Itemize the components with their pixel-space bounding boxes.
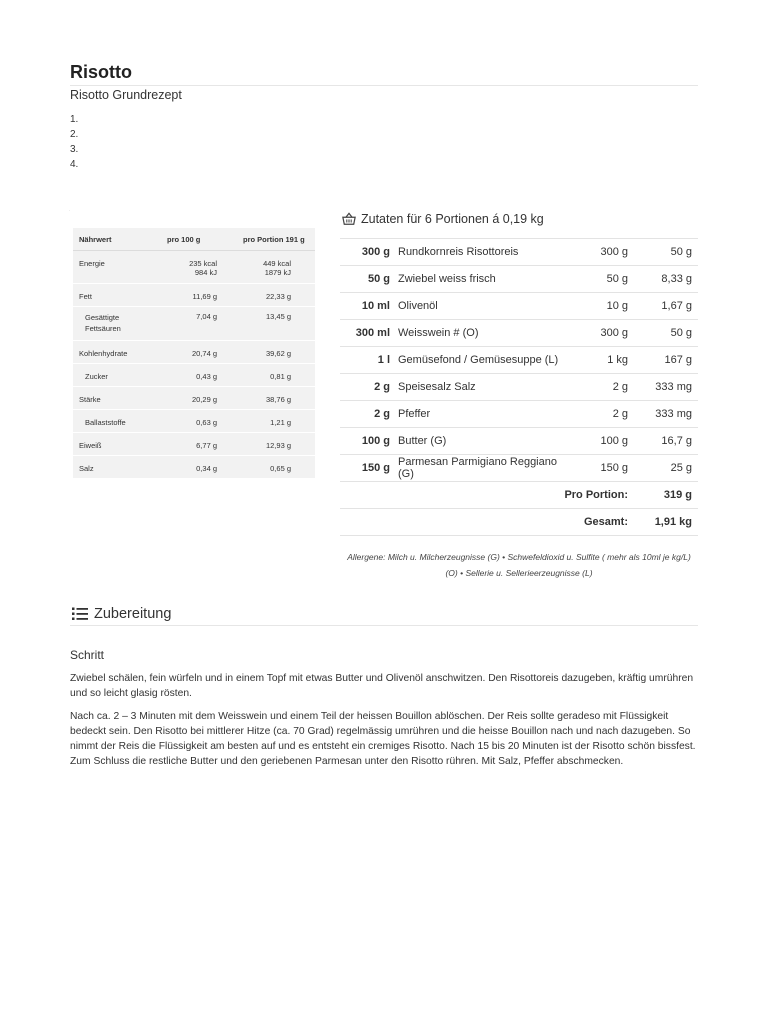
list-item: 3. [70,144,79,155]
nutrient-value: 22,33 g [265,292,291,301]
ingredient-amount: 2 g [340,401,398,428]
ingredient-per-portion: 50 g [644,239,698,266]
nutrient-value: 38,76 g [265,395,291,404]
nutrient-per-100g [161,433,237,456]
nutrient-value: 6,77 g [196,441,217,450]
nutrient-per-portion [237,284,315,307]
ingredient-weight: 1 kg [574,347,644,374]
step-paragraph: Nach ca. 2 – 3 Minuten mit dem Weisswein und einem Teil der heissen Bouillon ablöschen. Der Reis sollte geradeso mit Flüssigkeit bedeckt sein. Den Risotto bei mittlerer Hitze (ca. 70 Grad) regelmässig umrühren und die heisse Bouillon nach und nach dazugeben. So nimmt der Reis die Flüssigkeit am besten auf und es entsteht ein cremiges Risotto. Nach 15 bis 20 Minuten ist der Risotto schön bissfest. Zum Schluss die restliche Butter und den geriebenen Parmesan unter den Risotto rühren. Mit Salz, Pfeffer abschmecken. [70,711,696,767]
ingredient-per-portion: 8,33 g [644,266,698,293]
ingredient-per-portion: 25 g [644,455,698,482]
ingredient-weight: 2 g [574,374,644,401]
ingredient-name: Olivenöl [398,293,574,320]
nutrient-label: Ballaststoffe [73,410,161,433]
preparation-divider [70,625,698,626]
nutrient-label: Zucker [73,364,161,387]
ingredient-name: Speisesalz Salz [398,374,574,401]
nutrient-value: 12,93 g [265,441,291,450]
ingredient-weight: 300 g [574,320,644,347]
pro-portion-row [340,482,698,509]
ingredient-row [340,293,698,320]
nutrient-value: 7,04 g [196,312,217,321]
ingredient-weight: 10 g [574,293,644,320]
nutrition-header-row [73,228,315,251]
nutrient-value: 0,34 g [196,464,217,473]
ingredient-weight: 150 g [574,455,644,482]
nutrient-label: Gesättigte Fettsäuren [73,307,161,341]
nutrient-label: Stärke [73,387,161,410]
nutrition-row [73,433,315,456]
ingredient-amount: 100 g [340,428,398,455]
ingredient-name: Weisswein # (O) [398,320,574,347]
nutrition-row [73,456,315,479]
nutrient-per-portion [237,341,315,364]
nutrient-per-100g [161,341,237,364]
ingredient-name: Gemüsefond / Gemüsesuppe (L) [398,347,574,374]
nutrient-value: 1,21 g [270,418,291,427]
nutrient-per-100g [161,251,237,284]
pro-portion-value: 319 g [644,482,698,509]
title-divider [70,85,698,86]
ingredient-row [340,401,698,428]
nutrient-per-portion [237,410,315,433]
nutrient-value: 11,69 g [192,292,217,301]
nutrient-value: 449 kcal [263,259,291,268]
ingredient-per-portion: 333 mg [644,374,698,401]
nutrient-label: Energie [73,251,161,284]
step-label: Schritt [70,648,105,662]
nutrient-per-100g [161,284,237,307]
nutrient-value: 0,81 g [270,372,291,381]
ingredient-amount: 1 l [340,347,398,374]
ingredients-heading-text: Zutaten für 6 Portionen á 0,19 kg [361,212,544,226]
ingredient-row [340,320,698,347]
page-subtitle: Risotto Grundrezept [70,88,182,102]
ingredients-table [340,238,698,536]
ingredients-body [340,239,698,482]
ingredient-per-portion: 50 g [644,320,698,347]
ingredient-amount: 300 g [340,239,398,266]
nutrition-row [73,251,315,284]
preparation-heading [72,606,171,622]
nutrient-per-portion [237,433,315,456]
nutrition-row [73,410,315,433]
ingredient-per-portion: 16,7 g [644,428,698,455]
nutrient-value: 984 kJ [194,268,217,277]
ingredient-name: Rundkornreis Risottoreis [398,239,574,266]
ingredient-row [340,455,698,482]
ingredient-per-portion: 1,67 g [644,293,698,320]
ingredient-weight: 50 g [574,266,644,293]
nutrient-per-100g [161,456,237,479]
ingredient-weight: 2 g [574,401,644,428]
nutrient-per-100g [161,410,237,433]
list-item: 4. [70,159,79,170]
nutrient-value: 235 kcal [189,259,217,268]
ingredient-per-portion: 167 g [644,347,698,374]
nutrient-per-portion [237,364,315,387]
nutrient-value: 1879 kJ [264,268,291,277]
ingredient-weight: 300 g [574,239,644,266]
nutrient-per-portion [237,251,315,284]
ingredient-name: Pfeffer [398,401,574,428]
ingredient-row [340,428,698,455]
nutrient-label: Salz [73,456,161,479]
nutrition-header: pro 100 g [161,228,237,251]
nutrient-label: Eiweiß [73,433,161,456]
nutrition-body [73,251,315,479]
ingredient-amount: 300 ml [340,320,398,347]
ingredient-name: Butter (G) [398,428,574,455]
ingredient-per-portion: 333 mg [644,401,698,428]
tiny-mark: . [69,207,71,212]
nutrient-per-100g [161,387,237,410]
ingredient-name: Zwiebel weiss frisch [398,266,574,293]
nutrition-row [73,387,315,410]
list-item: 1. [70,114,79,125]
nutrient-label: Kohlenhydrate [73,341,161,364]
nutrient-value: 20,74 g [191,349,217,358]
ingredients-heading [342,212,544,226]
gesamt-value: 1,91 kg [644,509,698,536]
nutrition-header: pro Portion 191 g [237,228,315,251]
page-title: Risotto [70,62,132,82]
nutrition-row [73,284,315,307]
pro-portion-label: Pro Portion: [340,482,644,509]
allergen-info: Allergene: Milch u. Milcherzeugnisse (G) • Schwefeldioxid u. Sulfite ( mehr als 10ml je kg/L) (O) • Sellerie u. Sellerieerzeugnisse (L) [347,552,691,578]
ingredient-weight: 100 g [574,428,644,455]
ingredient-row [340,374,698,401]
list-icon [72,607,88,621]
nutrition-row [73,307,315,341]
nutrition-row [73,341,315,364]
ingredient-row [340,239,698,266]
nutrient-value: 20,29 g [191,395,217,404]
nutrient-value: 0,43 g [196,372,217,381]
step-paragraph: Zwiebel schälen, fein würfeln und in einem Topf mit etwas Butter und Olivenöl anschwitzen. Den Risottoreis dazugeben, kräftig umrühren und so leicht glasig rösten. [70,673,694,699]
ingredient-amount: 2 g [340,374,398,401]
nutrient-value: 0,63 g [196,418,217,427]
nutrient-per-portion [237,307,315,341]
nutrition-header: Nährwert [73,228,161,251]
list-item: 2. [70,129,79,140]
ingredient-row [340,266,698,293]
nutrient-per-portion [237,387,315,410]
ingredient-amount: 10 ml [340,293,398,320]
gesamt-row [340,509,698,536]
ingredient-amount: 150 g [340,455,398,482]
preparation-heading-text: Zubereitung [94,606,172,622]
nutrient-per-100g [161,307,237,341]
numbered-list [70,112,78,172]
nutrition-table [73,228,315,479]
ingredient-name: Parmesan Parmigiano Reggiano (G) [398,455,574,482]
gesamt-label: Gesamt: [340,509,644,536]
basket-icon [342,212,356,226]
ingredient-row [340,347,698,374]
nutrient-per-portion [237,456,315,479]
nutrient-value: 0,65 g [270,464,291,473]
nutrient-per-100g [161,364,237,387]
nutrient-value: 39,62 g [265,349,291,358]
ingredient-amount: 50 g [340,266,398,293]
nutrient-value: 13,45 g [265,312,291,321]
nutrition-row [73,364,315,387]
nutrient-label: Fett [73,284,161,307]
